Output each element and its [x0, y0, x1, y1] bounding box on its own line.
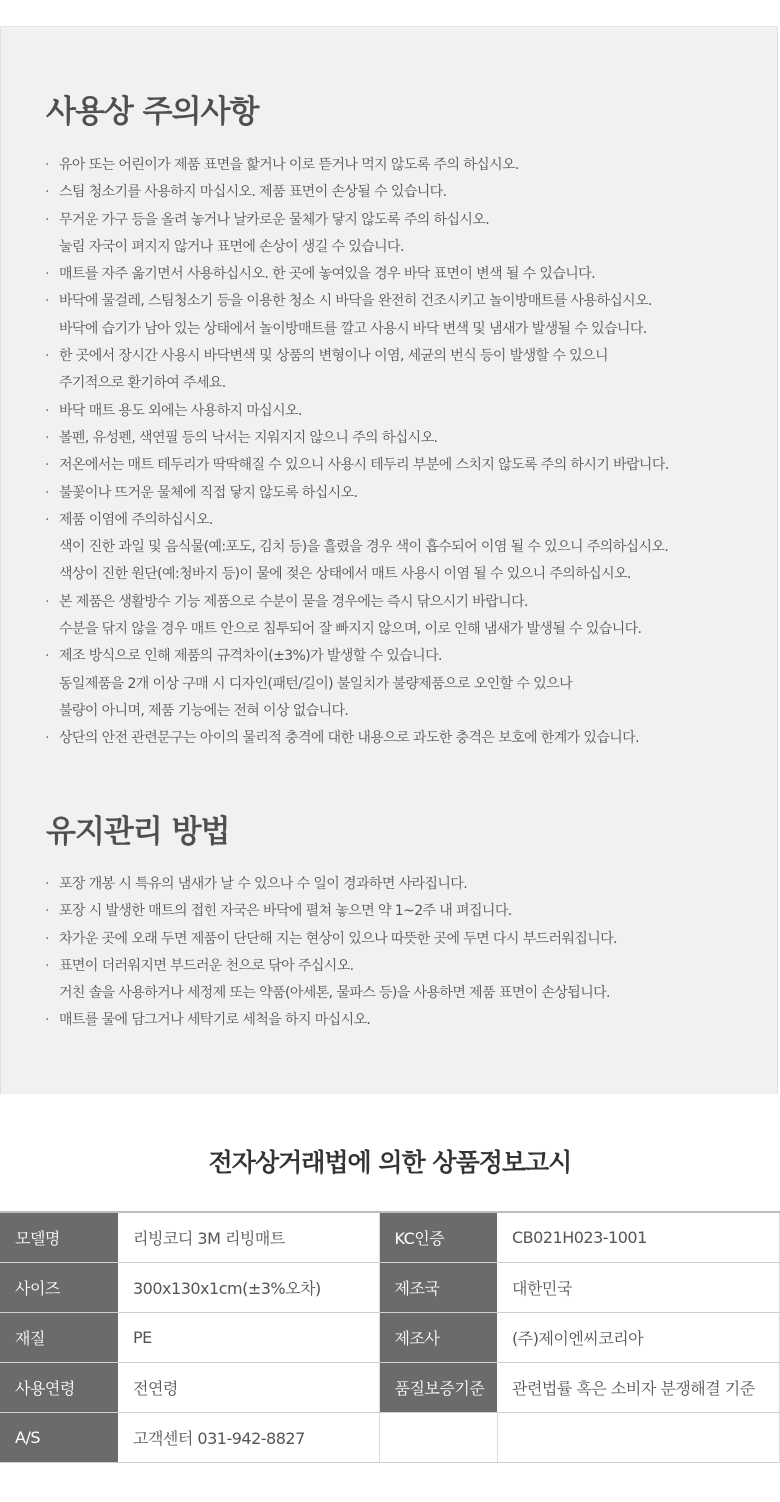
product-info-title: 전자상거래법에 의한 상품정보고시 [208, 1148, 572, 1177]
list-item [0, 398, 780, 425]
list-item [0, 507, 780, 589]
table-row [0, 1412, 779, 1462]
list-item-text: 매트를 물에 담그거나 세탁기로 세척을 하지 마십시오. [59, 1012, 371, 1029]
list-item-text: 제품 이염에 주의하십시오. [59, 511, 213, 528]
info-label: 제조국 [379, 1262, 497, 1312]
list-item [0, 261, 780, 288]
info-value: 대한민국 [497, 1262, 779, 1312]
list-item-text: 스팀 청소기를 사용하지 마십시오. 제품 표면이 손상될 수 있습니다. [59, 184, 447, 201]
list-item [0, 179, 780, 206]
list-item-text: 색이 진한 과일 및 음식물(예:포도, 김치 등)을 흘렸을 경우 색이 흡수되어 이염 될 수 있으니 주의하십시오. [59, 539, 669, 556]
list-item [0, 207, 780, 262]
list-item-text: 포장 개봉 시 특유의 냄새가 날 수 있으나 수 일이 경과하면 사라집니다. [59, 876, 468, 892]
bullet-dot-icon: · [45, 429, 49, 446]
bullet-dot-icon: · [45, 930, 49, 947]
list-item [0, 152, 780, 179]
table-row [0, 1362, 779, 1412]
list-item-text: 포장 시 발생한 매트의 접힌 자국은 바닥에 펼쳐 놓으면 약 1~2주 내 펴집니다. [59, 903, 512, 920]
bullet-dot-icon: · [45, 511, 49, 528]
list-item-text: 유아 또는 어린이가 제품 표면을 핥거나 이로 뜯거나 먹지 않도록 주의 하십시오. [59, 157, 519, 173]
info-value [497, 1412, 779, 1462]
info-label: 제조사 [379, 1312, 497, 1362]
info-label: KC인증 [379, 1212, 497, 1262]
bullet-dot-icon: · [45, 293, 49, 310]
list-item-text: 본 제품은 생활방수 기능 제품으로 수분이 묻을 경우에는 즉시 닦으시기 바랍니다. [59, 593, 528, 610]
list-item-text: 바닥에 습기가 남아 있는 상태에서 놀이방매트를 깔고 사용시 바닥 변색 및 냄새가 발생될 수 있습니다. [59, 320, 647, 337]
bullet-dot-icon: · [45, 184, 49, 201]
bullet-dot-icon: · [45, 484, 49, 501]
list-item-text: 바닥에 물걸레, 스팀청소기 등을 이용한 청소 시 바닥을 완전히 건조시키고 놀이방매트를 사용하십시오. [59, 293, 652, 310]
info-value: 관련법률 혹은 소비자 분쟁해결 기준 [497, 1362, 779, 1412]
list-item-text: 저온에서는 매트 테두리가 딱딱해질 수 있으니 사용시 테두리 부분에 스치지 않도록 주의 하시기 바랍니다. [59, 457, 669, 474]
list-item [0, 1007, 780, 1034]
list-item-text: 거친 솔을 사용하거나 세정제 또는 약품(아세톤, 물파스 등)을 사용하면 제품 표면이 손상됩니다. [59, 985, 610, 1002]
info-label: 품질보증기준 [379, 1362, 497, 1412]
maintenance-title: 유지관리 방법 [46, 814, 230, 850]
list-item-text: 불량이 아니며, 제품 기능에는 전혀 이상 없습니다. [59, 702, 349, 719]
list-item [0, 643, 780, 725]
list-item [0, 343, 780, 398]
list-item-text: 매트를 자주 옮기면서 사용하십시오. 한 곳에 놓여있을 경우 바닥 표면이 변색 될 수 있습니다. [59, 266, 595, 283]
bullet-dot-icon: · [45, 1012, 49, 1029]
list-item-text: 바닥 매트 용도 외에는 사용하지 마십시오. [59, 402, 302, 419]
list-item [0, 288, 780, 343]
product-info-table [0, 1211, 780, 1463]
bullet-dot-icon: · [45, 903, 49, 920]
bullet-dot-icon: · [45, 348, 49, 365]
list-item-text: 불꽃이나 뜨거운 물체에 직접 닿지 않도록 하십시오. [59, 484, 358, 501]
precautions-title: 사용상 주의사항 [46, 94, 259, 130]
info-label [379, 1412, 497, 1462]
info-label: 사용연령 [0, 1362, 118, 1412]
list-item [0, 725, 780, 752]
info-value: 전연령 [118, 1362, 379, 1412]
list-item [0, 425, 780, 452]
table-row [0, 1312, 779, 1362]
list-item [0, 871, 780, 898]
list-item-text: 차가운 곳에 오래 두면 제품이 단단해 지는 현상이 있으나 따뜻한 곳에 두면 다시 부드러워집니다. [59, 930, 617, 947]
bullet-dot-icon: · [45, 593, 49, 610]
list-item [0, 953, 780, 1008]
bullet-dot-icon: · [45, 157, 49, 173]
bullet-dot-icon: · [45, 211, 49, 228]
list-item [0, 480, 780, 507]
list-item-text: 색상이 진한 원단(예:청바지 등)이 물에 젖은 상태에서 매트 사용시 이염 될 수 있으니 주의하십시오. [59, 566, 631, 583]
bullet-dot-icon: · [45, 957, 49, 974]
info-value: CB021H023-1001 [497, 1212, 779, 1262]
list-item-text: 수분을 닦지 않을 경우 매트 안으로 침투되어 잘 빠지지 않으며, 이로 인해 냄새가 발생될 수 있습니다. [59, 621, 642, 638]
bullet-dot-icon: · [45, 648, 49, 665]
info-value: 리빙코디 3M 리빙매트 [118, 1212, 379, 1262]
info-label: 재질 [0, 1312, 118, 1362]
list-item-text: 무거운 가구 등을 올려 놓거나 날카로운 물체가 닿지 않도록 주의 하십시오. [59, 211, 490, 228]
table-row [0, 1212, 779, 1262]
bullet-dot-icon: · [45, 876, 49, 892]
bullet-dot-icon: · [45, 266, 49, 283]
list-item-text: 상단의 안전 관련문구는 아이의 물리적 충격에 대한 내용으로 과도한 충격은 보호에 한계가 있습니다. [59, 730, 639, 747]
list-item-text: 제조 방식으로 인해 제품의 규격차이(±3%)가 발생할 수 있습니다. [59, 648, 442, 665]
list-item [0, 589, 780, 644]
info-value: PE [118, 1312, 379, 1362]
info-value: 300x130x1cm(±3%오차) [118, 1262, 379, 1312]
list-item [0, 926, 780, 953]
info-value: 고객센터 031-942-8827 [118, 1412, 379, 1462]
maintenance-list [0, 871, 780, 1035]
list-item-text: 눌림 자국이 펴지지 않거나 표면에 손상이 생길 수 있습니다. [59, 238, 404, 255]
bullet-dot-icon: · [45, 730, 49, 747]
info-label: 사이즈 [0, 1262, 118, 1312]
precautions-list [0, 152, 780, 753]
list-item-text: 동일제품을 2개 이상 구매 시 디자인(패턴/길이) 불일치가 불량제품으로 오인할 수 있으나 [59, 675, 572, 692]
list-item-text: 볼펜, 유성펜, 색연필 등의 낙서는 지워지지 않으니 주의 하십시오. [59, 429, 438, 446]
list-item [0, 452, 780, 479]
list-item-text: 표면이 더러워지면 부드러운 천으로 닦아 주십시오. [59, 957, 354, 974]
info-value: (주)제이엔씨코리아 [497, 1312, 779, 1362]
list-item [0, 898, 780, 925]
info-label: A/S [0, 1412, 118, 1462]
list-item-text: 주기적으로 환기하여 주세요. [59, 375, 226, 392]
list-item-text: 한 곳에서 장시간 사용시 바닥변색 및 상품의 변형이나 이염, 세균의 번식 등이 발생할 수 있으니 [59, 348, 608, 365]
info-label: 모델명 [0, 1212, 118, 1262]
table-row [0, 1262, 779, 1312]
bullet-dot-icon: · [45, 457, 49, 474]
bullet-dot-icon: · [45, 402, 49, 419]
